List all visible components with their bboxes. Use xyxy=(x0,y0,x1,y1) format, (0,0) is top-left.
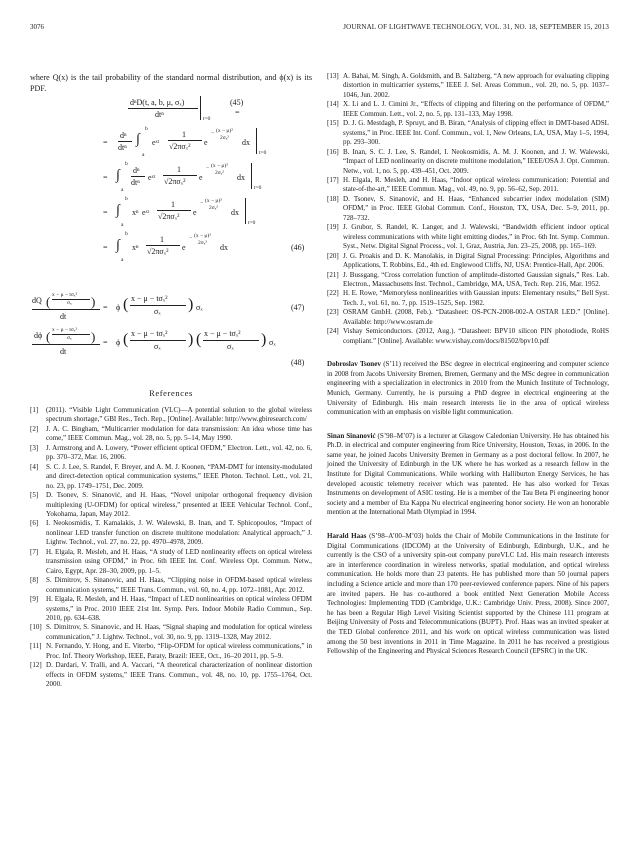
lhs-numerator: dⁿD(t, a, b, μ, σₓ) xyxy=(130,98,185,107)
arg-den: σₓ xyxy=(154,307,161,316)
reference-item xyxy=(327,176,609,195)
reference-number: [1] xyxy=(30,406,39,414)
reference-text: S. Dimitrov, S. Sinanovic, and H. Haas, “Signal shaping and modulation for optical wireless communication,” J. Lightw. Technol., vol. 30, no. 9, pp. 1319–1328, May 2012. xyxy=(46,623,312,641)
exp-num: (x − μ)² xyxy=(194,233,211,239)
reference-item xyxy=(327,195,609,223)
paren-open: ( xyxy=(196,331,202,348)
reference-item xyxy=(30,425,312,444)
reference-text: D. Tsonev, S. Sinanović, and H. Haas, “Enhanced subcarrier index modulation (SIM) OFDM,” in Proc. IEEE Global Commun. Conf., Houston, TX, USA, Dec. 5–9, 2011, pp. 728–732. xyxy=(343,194,609,222)
eval-bar xyxy=(256,128,257,154)
exp-num: (x − μ)² xyxy=(205,198,222,204)
integral-sign: ∫ xyxy=(116,238,120,253)
exp-den: 2σₓ² xyxy=(198,240,207,246)
reference-text: J. A. C. Bingham, “Multicarrier modulation for data transmission: An idea whose time has come,” IEEE Commun. Mag., vol. 28, no. 5, pp. 5–14, May 1990. xyxy=(46,424,312,443)
eq-sign: = xyxy=(103,138,108,147)
fraction-bar xyxy=(118,141,132,142)
fraction-bar xyxy=(163,175,197,176)
one: 1 xyxy=(160,235,164,244)
int-lower: a xyxy=(121,222,124,228)
reference-item xyxy=(327,271,609,290)
reference-number: [17] xyxy=(327,175,339,184)
author-grade: (S’98–A’00–M’03) xyxy=(369,532,424,541)
reference-number: [2] xyxy=(30,424,39,433)
dx: dx xyxy=(231,208,239,217)
reference-number: [10] xyxy=(30,623,42,632)
exp-minus: − xyxy=(189,235,193,241)
e-xt: eˣᵗ xyxy=(148,173,156,182)
reference-text: N. Fernando, Y. Hong, and E. Viterbo, “Flip-OFDM for optical wireless communications,” in Proc. Inf. Theory Workshop, IEEE, Paraty, Brazil: IEEE, Oct., 16–20 2011, pp. 5–9. xyxy=(46,642,312,660)
dtn: dtⁿ xyxy=(118,143,127,152)
paren-close: ) xyxy=(91,294,96,309)
reference-text: I. Neokosmidis, T. Kamalakis, J. W. Walewski, B. Inan, and T. Sphicopoulos, “Impact of nonlinear LED transfer function on discrete multitone modulation: Analytical approach,” J. Lightw. Technol., vol. 27, no. 22, pp. 4970–4978, 2009. xyxy=(46,519,312,547)
reference-item xyxy=(30,491,312,519)
reference-item xyxy=(327,327,609,346)
fraction-bar xyxy=(203,340,259,341)
reference-item xyxy=(30,623,312,642)
reference-number: [7] xyxy=(30,547,39,556)
reference-text: Vishay Semiconductors. (2012, Aug.). “Datasheet: BPV10 silicon PIN photodiode, RoHS compliant.” [Online]. Available: www.vishay.com/docs/81502/bpv10.pdf xyxy=(343,327,609,345)
sigma-x: σₓ xyxy=(269,338,276,347)
reference-text: J. Bussgang, “Cross correlation function of amplitude-distorted Gaussian signals,” Res. Lab. Electron., Massachusetts Inst. Technol., Cambridge, MA, USA, Tech. Rep. 216, Mar. 1952. xyxy=(343,270,609,288)
dt: dt xyxy=(60,347,67,356)
paren-close: ) xyxy=(261,331,267,348)
author-name: Sinan Sinanović xyxy=(327,431,376,440)
reference-text: A. Bahai, M. Singh, A. Goldsmith, and B. Saltzberg, “A new approach for evaluating clipping distortion in multicarrier systems,” IEEE J. Sel. Areas Commun., vol. 20, no. 5, pp. 1037–1046, Jun. 2002. xyxy=(343,72,609,99)
reference-item xyxy=(30,661,312,689)
reference-item xyxy=(327,100,609,119)
reference-number: [15] xyxy=(327,119,339,128)
paren-open: ( xyxy=(123,296,129,313)
e-xt: eˣᵗ xyxy=(152,138,160,147)
arg-num: x − μ − tσₓ² xyxy=(204,329,241,338)
int-lower: a xyxy=(121,257,124,263)
reference-number: [22] xyxy=(327,289,339,298)
eval-t0: t=0 xyxy=(248,220,256,226)
integral-sign: ∫ xyxy=(136,132,140,147)
reference-number: [16] xyxy=(327,147,339,156)
arg-num: x − μ − tσₓ² xyxy=(52,327,78,333)
reference-number: [6] xyxy=(30,519,39,528)
fraction-bar xyxy=(146,245,180,246)
xn: xⁿ xyxy=(132,208,139,217)
page-number: 3076 xyxy=(30,23,44,31)
left-column xyxy=(30,72,312,690)
sqrt-term: √2πσₓ² xyxy=(147,247,169,256)
reference-number: [23] xyxy=(327,308,339,317)
dx: dx xyxy=(220,243,228,252)
reference-text: H. Elgala, R. Mesleh, and H. Haas, “Indoor optical wireless communication: Potential and state-of-the-art,” IEEE Commun. Mag., vol. 49, no. 9, pp. 56–62, Sep. 2011. xyxy=(343,175,609,194)
reference-number: [21] xyxy=(327,270,339,279)
reference-item xyxy=(327,223,609,251)
dn: dⁿ xyxy=(120,131,127,140)
reference-item xyxy=(30,444,312,463)
e-xt: eˣᵗ xyxy=(142,208,150,217)
eq-sign: = xyxy=(103,303,108,312)
int-upper: b xyxy=(145,126,148,132)
reference-item xyxy=(30,548,312,576)
reference-text: H. Elgala, R. Mesleh, and H. Haas, “Impact of LED nonlinearities on optical wireless OFDM systems,” in Proc. 2010 IEEE 21st Int. Symp. Pers. Indoor Mobile Radio Commun., Sep. 2010, pp. 634–638. xyxy=(46,595,312,622)
dn: dⁿ xyxy=(133,166,140,175)
fraction-bar xyxy=(32,309,100,310)
reference-text: OSRAM GmbH. (2008, Feb.). “Datasheet: OS-PCN-2008-002-A OSTAR LED.” [Online]. Available: http://www.osram.de xyxy=(343,308,609,326)
eq-number-46: (46) xyxy=(291,243,305,252)
xn: xⁿ xyxy=(132,243,139,252)
sigma-x: σₓ xyxy=(196,303,203,312)
eq-number-48: (48) xyxy=(291,358,305,367)
reference-text: J. Grubor, S. Randel, K. Langer, and J. Walewski, “Bandwidth efficient indoor optical wireless communications with white light emitting diodes,” in Proc. 6th Int. Symp. Commun. Syst., Netw. Digital Signal Process., vol. 1, Graz, Austria, Jun. 23–25, 2008, pp. 165–169. xyxy=(343,223,609,251)
fraction-bar xyxy=(157,210,191,211)
fraction-bar xyxy=(130,340,186,341)
reference-text: H. Elgala, R. Mesleh, and H. Haas, “A study of LED nonlinearity effects on optical wireless transmission using OFDM,” in Proc. 6th IEEE Int. Conf. Wireless Opt. Commun. Netw., Cairo, Egypt, Apr. 28–30, 2009, pp. 1–5. xyxy=(46,547,312,575)
reference-number: [14] xyxy=(327,100,339,109)
dQ: dQ xyxy=(32,296,42,305)
reference-number: [20] xyxy=(327,251,339,260)
eq-number-45: (45) xyxy=(230,98,244,107)
eq-sign: = xyxy=(103,338,108,347)
e: e xyxy=(193,208,197,217)
exp-den: 2σₓ² xyxy=(209,205,218,211)
arg-den: σₓ xyxy=(67,300,72,306)
references-heading: References xyxy=(149,388,193,398)
reference-text: J. Armstrong and A. Lowery, “Power efficient optical OFDM,” Electron. Lett., vol. 42, no. 6, pp. 370–372, Mar. 16, 2006. xyxy=(46,443,312,462)
author-bio-text: holds the Chair of Mobile Communications in the Institute for Digital Communications (IDCOM) at the University of Edinburgh, Edinburgh, U.K., and he currently is the CSO of a university spin-out company pureVLC Ltd. His main research interests are in interference coordination in wireless networks, spatial modulation, and optical wireless communication. He holds more than 23 patents. He has published more than 50 journal papers including a Science article and more than 170 peer-reviewed conference papers. Nine of his papers are invited papers. He has co-authored a book entitled Next Generation Mobile Access Technologies: Implementing TDD (Cambridge, U.K.: Cambridge Univ. Press, 2008). Since 2007, he has been a Regular High Level Visiting Scientist supported by the Chinese 111 program at Beijing University of Posts and Telecommunications (BUPT). Prof. Haas was an invited speaker at the TED Global conference 2011, and his work on optical wireless communication was listed among the 50 best inventions in 2011 in Time Magazine. In 2011 he has received a prestigious Fellowship of the Engineering and Physical Sciences Research Council (EPSRC) in the UK. xyxy=(327,532,610,656)
arg-den: σₓ xyxy=(227,342,234,351)
eq-sign: = xyxy=(103,173,108,182)
reference-item xyxy=(30,463,312,491)
reference-text: D. J. G. Mestdagh, P. Spruyt, and B. Biran, “Analysis of clipping effect in DMT-based ADSL systems,” in Proc. IEEE Int. Conf. Commun., vol. 1, New Orleans, LA, USA, May 1–5, 1994, pp. 293–300. xyxy=(343,119,609,147)
dphi: dϕ xyxy=(34,331,43,340)
reference-number: [9] xyxy=(30,595,39,604)
reference-list-right xyxy=(327,72,609,346)
sqrt-term: √2πσₓ² xyxy=(169,142,191,151)
arg-den: σₓ xyxy=(67,335,72,341)
e: e xyxy=(182,243,186,252)
reference-item xyxy=(327,308,609,327)
arg-num: x − μ − tσₓ² xyxy=(131,294,168,303)
reference-item xyxy=(327,289,609,308)
exp-minus: − xyxy=(206,165,210,171)
sqrt-term: √2πσₓ² xyxy=(164,177,186,186)
reference-text: B. Inan, S. C. J. Lee, S. Randel, I. Neokosmidis, A. M. J. Koonen, and J. W. Walewski, “Impact of LED nonlinearity on discrete multitone modulation,” IEEE/OSA J. Opt. Commun. Netw., vol. 1, no. 5, pp. 439–451, Oct. 2009. xyxy=(343,147,609,175)
dx: dx xyxy=(237,173,245,182)
author-grade: (S’11) xyxy=(383,360,401,369)
reference-number: [3] xyxy=(30,443,39,452)
int-lower: a xyxy=(121,187,124,193)
eq-sign: = xyxy=(103,208,108,217)
reference-text: D. Dardari, V. Tralli, and A. Vaccari, “A theoretical characterization of nonlinear distortion effects in OFDM systems,” IEEE Trans. Commun., vol. 48, no. 10, pp. 1755–1764, Oct. 2000. xyxy=(46,661,312,689)
paren-open: ( xyxy=(123,331,129,348)
equation-block xyxy=(30,94,312,294)
author-bio-text: is a lecturer at Glasgow Caledonian University. He has obtained his Ph.D. in electrical and computer engineering from Rice University, Houston, Texas, in 2006. In the same year, he joined Jacobs University Bremen in Germany as a post doctoral fellow. In 2007, he joined the University of Edinburgh in the UK where he has worked as a research fellow in the Institute for Digital Communications. While working with Halliburton Energy Services, he has developed acoustic telemetry receiver which was patented. He has also worked for Texas Instruments on development of ASIC testing. He is a member of the Tau Beta Pi engineering honor society and a member of Eta Kappa Nu electrical engineering honor society. He won an honorable mention at the International Math Olympiad in 1994. xyxy=(327,431,610,517)
paren-open: ( xyxy=(46,294,51,309)
eval-bar xyxy=(200,96,201,120)
one: 1 xyxy=(177,165,181,174)
reference-number: [18] xyxy=(327,194,339,203)
reference-item xyxy=(30,519,312,547)
fraction-bar xyxy=(128,108,198,109)
eval-t0: t=0 xyxy=(203,116,211,122)
intro-paragraph: where Q(x) is the tail probability of the standard normal distribution, and ϕ(x) is its PDF. xyxy=(30,73,312,93)
reference-item xyxy=(30,576,312,595)
fraction-bar xyxy=(32,344,100,345)
author-grade: (S’98–M’07) xyxy=(377,431,415,440)
paren-close: ) xyxy=(91,329,96,344)
fraction-bar xyxy=(131,176,145,177)
reference-item xyxy=(327,72,609,100)
paren-close: ) xyxy=(188,296,194,313)
eq-sign: = xyxy=(103,243,108,252)
paren-close: ) xyxy=(188,331,194,348)
one: 1 xyxy=(182,130,186,139)
author-name: Harald Haas xyxy=(327,532,367,541)
lhs-denominator: dtⁿ xyxy=(155,110,164,119)
reference-text: H. E. Rowe, “Memoryless nonlinearities with Gaussian inputs: Elementary results,” Bell Syst. Tech. J., vol. 61, no. 7, pp. 1519–1525, Sep. 1982. xyxy=(343,289,609,307)
exp-den: 2σₓ² xyxy=(220,135,229,141)
fraction-bar xyxy=(168,140,202,141)
eval-bar xyxy=(251,163,252,189)
integral-sign: ∫ xyxy=(116,168,120,183)
reference-item xyxy=(30,595,312,623)
exp-num: (x − μ)² xyxy=(216,128,233,134)
reference-text: J. G. Proakis and D. K. Manolakis, in Digital Signal Processing: Principles, Algorithms and Applications, T. Robbins, Ed., 4th ed. Englewood Cliffs, NJ, USA: Prentice-Hall, Apr. 2006. xyxy=(343,251,609,270)
running-header xyxy=(30,23,609,33)
reference-number: [8] xyxy=(30,576,39,585)
equation-block-derivatives xyxy=(30,294,312,376)
eq-number-47: (47) xyxy=(291,303,305,312)
int-upper: b xyxy=(125,161,128,167)
exp-den: 2σₓ² xyxy=(215,170,224,176)
reference-item xyxy=(327,119,609,147)
author-bio xyxy=(327,432,609,518)
eval-bar xyxy=(245,198,246,224)
reference-number: [4] xyxy=(30,462,39,471)
dx: dx xyxy=(242,138,250,147)
int-upper: b xyxy=(125,231,128,237)
reference-text: S. Dimitrov, S. Sinanovic, and H. Haas, “Clipping noise in OFDM-based optical wireless communication systems,” IEEE Trans. Commun., vol. 60, no. 4, pp. 1072–1081, Apr. 2012. xyxy=(46,576,312,594)
int-upper: b xyxy=(125,196,128,202)
reference-number: [19] xyxy=(327,223,339,232)
reference-number: [12] xyxy=(30,661,42,670)
arg-num: x − μ − tσₓ² xyxy=(52,292,78,298)
reference-number: [5] xyxy=(30,491,39,500)
dt: dt xyxy=(60,312,67,321)
reference-item xyxy=(327,148,609,176)
reference-text: S. C. J. Lee, S. Randel, F. Breyer, and A. M. J. Koonen, “PAM-DMT for intensity-modulated and direct-detection optical communication systems,” IEEE Photon. Technol. Lett., vol. 21, no. 23, pp. 1749–1751, Dec. 2009. xyxy=(46,462,312,490)
phi: ϕ xyxy=(116,303,121,312)
exp-minus: − xyxy=(211,130,215,136)
reference-text: D. Tsonev, S. Sinanović, and H. Haas, “Novel unipolar orthogonal frequency division multiplexing (U-OFDM) for optical wireless,” presented at IEEE Vehicular Technol. Conf., Yokohama, Japan, May 2012. xyxy=(46,491,312,518)
reference-text: (2011). “Visible Light Communication (VLC)—A potential solution to the global wireless spectrum shortage,” GBI Res., Tech. Rep., [Online]. Available: http://www.gbiresearch.com/ xyxy=(46,406,312,424)
author-bio xyxy=(327,360,609,418)
int-lower: a xyxy=(142,152,145,158)
reference-number: [11] xyxy=(30,642,42,651)
reference-item xyxy=(30,406,312,425)
eval-t0: t=0 xyxy=(254,185,262,191)
eq-sign: = xyxy=(235,108,240,117)
reference-number: [24] xyxy=(327,327,339,336)
author-bio-text: received the BSc degree in electrical engineering and computer science in 2008 from Jacobs University Bremen, Bremen, Germany and the MSc degree in communication engineering with a specialization in electronics in 2010 from the Munich Institute of Technology, Munich, Germany. Currently, he is pursuing a PhD degree in electrical engineering at the University of Edinburgh. His main research interests lie in the area of optical wireless communication with an emphasis on visible light communication. xyxy=(327,360,610,417)
reference-item xyxy=(327,252,609,271)
reference-list-left xyxy=(30,406,312,690)
integral-sign: ∫ xyxy=(116,203,120,218)
e: e xyxy=(204,138,208,147)
exp-num: (x − μ)² xyxy=(211,163,228,169)
reference-number: [13] xyxy=(327,72,339,80)
paren-open: ( xyxy=(46,329,51,344)
phi: ϕ xyxy=(116,338,121,347)
arg-den: σₓ xyxy=(154,342,161,351)
reference-item xyxy=(30,642,312,661)
arg-num: x − μ − tσₓ² xyxy=(131,329,168,338)
e: e xyxy=(199,173,203,182)
sqrt-term: √2πσₓ² xyxy=(158,212,180,221)
fraction-bar xyxy=(130,305,186,306)
author-bio xyxy=(327,532,609,657)
reference-text: X. Li and L. J. Cimini Jr., “Effects of clipping and filtering on the performance of OFDM,” IEEE Commun. Lett., vol. 2, no. 5, pp. 131–133, May 1998. xyxy=(343,100,609,118)
one: 1 xyxy=(171,200,175,209)
exp-minus: − xyxy=(200,200,204,206)
journal-header: JOURNAL OF LIGHTWAVE TECHNOLOGY, VOL. 31, NO. 18, SEPTEMBER 15, 2013 xyxy=(343,23,609,31)
author-name: Dobroslav Tsonev xyxy=(327,360,381,369)
right-column xyxy=(327,72,609,657)
dtn: dtⁿ xyxy=(131,178,140,187)
eval-t0: t=0 xyxy=(259,150,267,156)
